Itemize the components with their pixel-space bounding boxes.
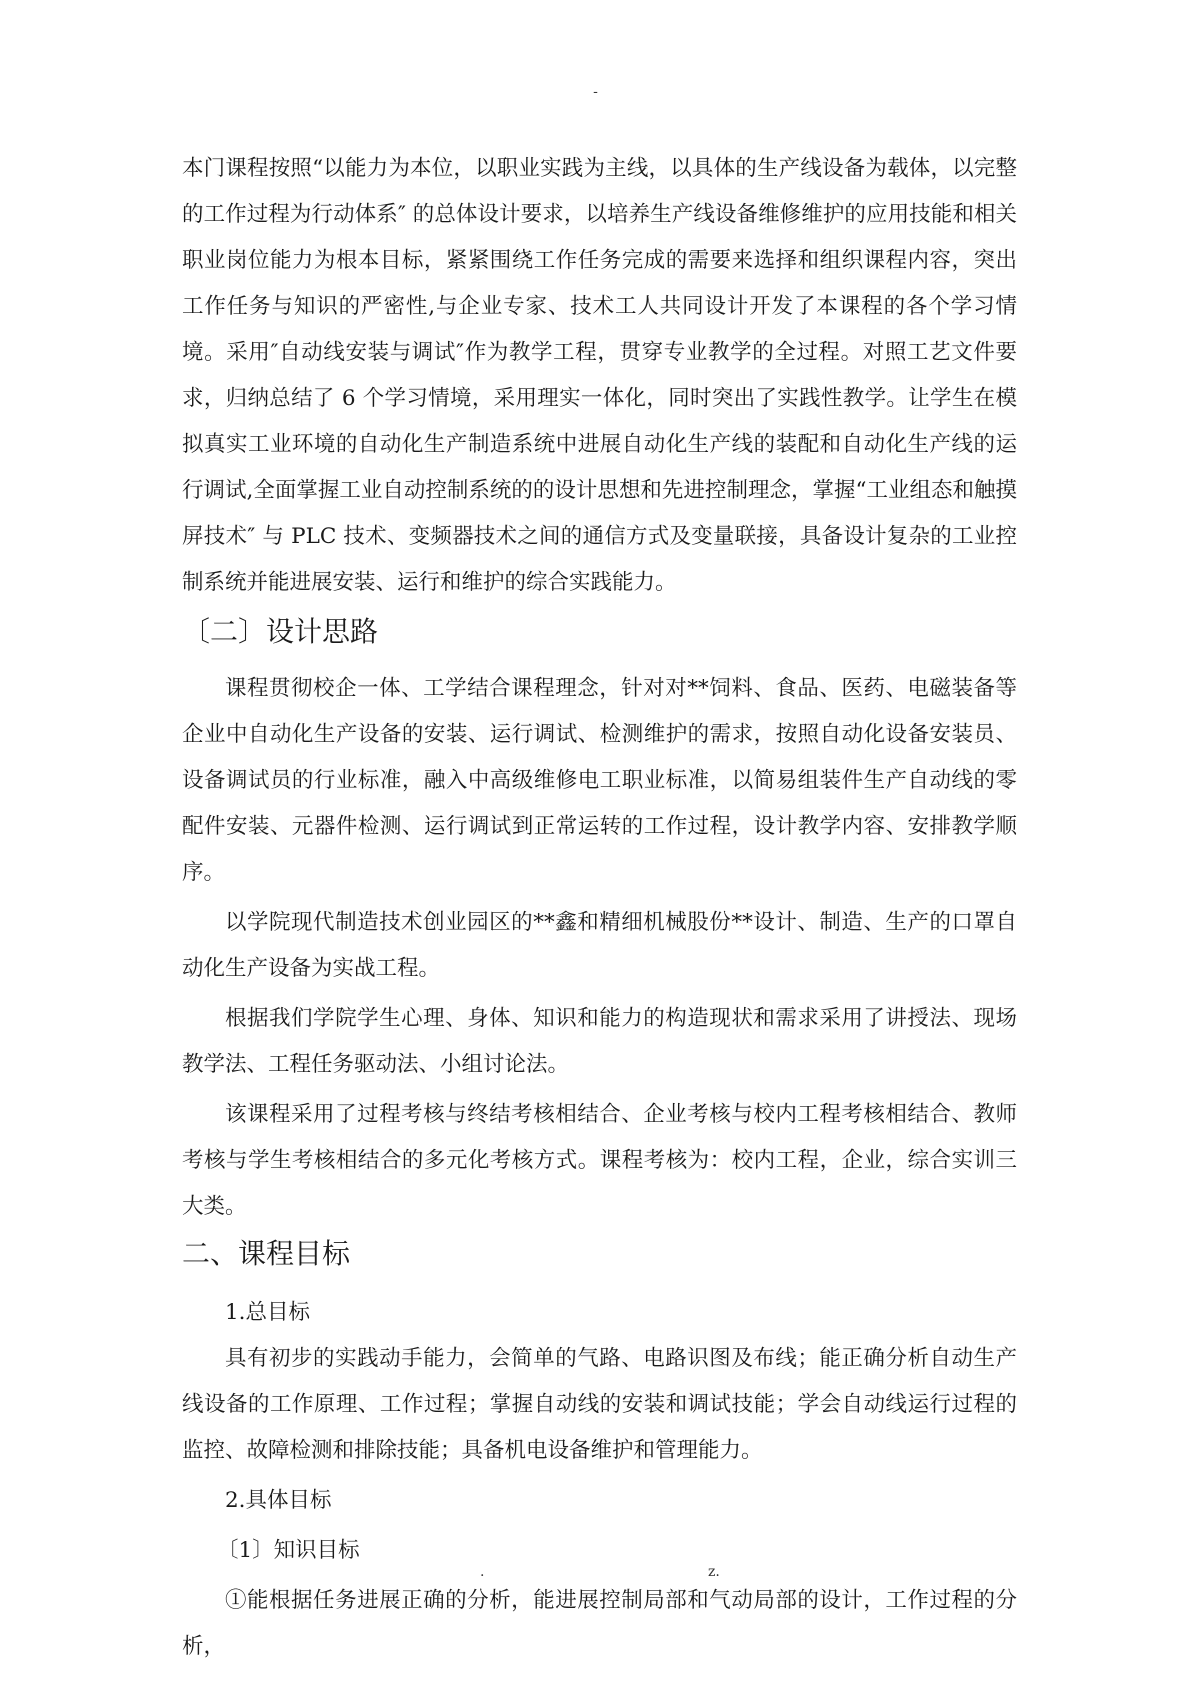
footer-right-mark: z.: [708, 1564, 720, 1580]
intro-paragraph: 本门课程按照“以能力为本位，以职业实践为主线，以具体的生产线设备为载体，以完整的工作过程为行动体系″ 的总体设计要求，以培养生产线设备维修维护的应用技能和相关职业岗位能力为根本目标，紧紧围绕工作任务完成的需要来选择和组织课程内容，突出工作任务与知识的严密性,与企业专家、技术工人共同设计开发了本课程的各个学习情境。采用″自动线安装与调试″作为教学工程，贯穿专业教学的全过程。对照工艺文件要求，归纳总结了 6 个学习情境，采用理实一体化，同时突出了实践性教学。让学生在模拟真实工业环境的自动化生产制造系统中进展自动化生产线的装配和自动化生产线的运行调试,全面掌握工业自动控制系统的的设计思想和先进控制理念，掌握“工业组态和触摸屏技术″ 与 PLC 技术、变频器技术之间的通信方式及变量联接，具备设计复杂的工业控制系统并能进展安装、运行和维护的综合实践能力。: [182, 156, 1017, 595]
overall-goal-text: 具有初步的实践动手能力，会简单的气路、电路识图及布线；能正确分析自动生产线设备的工作原理、工作过程；掌握自动线的安装和调试技能；学会自动线运行过程的监控、故障检测和排除技能；具备机电设备维护和管理能力。: [182, 1346, 1017, 1463]
page-header-mark: -: [593, 84, 598, 100]
goals-section-heading: 二、课程目标: [182, 1237, 351, 1270]
knowledge-goal-label: 〔1〕知识目标: [217, 1538, 360, 1563]
design-paragraph-1: 课程贯彻校企一体、工学结合课程理念，针对对**饲料、食品、医药、电磁装备等企业中自动化生产设备的安装、运行调试、检测维护的需求，按照自动化设备安装员、设备调试员的行业标准，融入中高级维修电工职业标准，以简易组装件生产自动线的零配件安装、元器件检测、运行调试到正常运转的工作过程，设计教学内容、安排教学顺序。: [182, 676, 1017, 885]
design-section-heading: 〔二〕设计思路: [182, 615, 379, 648]
specific-goal-label: 2.具体目标: [225, 1488, 332, 1513]
design-paragraph-3: 根据我们学院学生心理、身体、知识和能力的构造现状和需求采用了讲授法、现场教学法、工程任务驱动法、小组讨论法。: [182, 1006, 1017, 1077]
footer-left-mark: .: [480, 1564, 485, 1580]
page-content: [182, 146, 1017, 1670]
design-paragraph-4: 该课程采用了过程考核与终结考核相结合、企业考核与校内工程考核相结合、教师考核与学生考核相结合的多元化考核方式。课程考核为：校内工程，企业，综合实训三大类。: [182, 1102, 1017, 1219]
overall-goal-label: 1.总目标: [225, 1300, 311, 1325]
knowledge-goal-item-1: ①能根据任务进展正确的分析，能进展控制局部和气动局部的设计，工作过程的分析，: [182, 1588, 1017, 1659]
page-footer: [0, 1564, 1191, 1594]
design-paragraph-2: 以学院现代制造技术创业园区的**鑫和精细机械股份**设计、制造、生产的口罩自动化生产设备为实战工程。: [182, 910, 1017, 981]
